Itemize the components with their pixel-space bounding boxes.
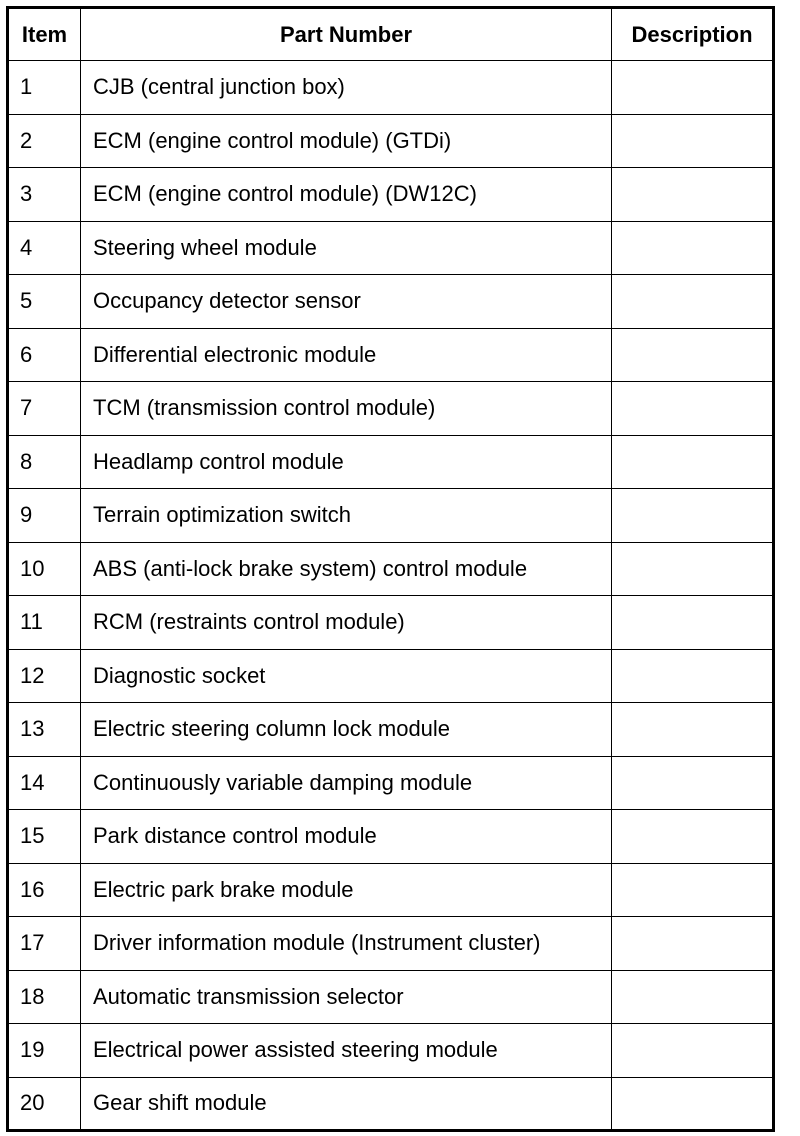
description-cell	[612, 114, 774, 168]
description-cell	[612, 756, 774, 810]
table-row	[8, 168, 774, 222]
table-row	[8, 1024, 774, 1078]
item-number-cell: 10	[8, 542, 81, 596]
part-number-cell: RCM (restraints control module)	[81, 596, 612, 650]
table-row	[8, 917, 774, 971]
item-number-cell: 13	[8, 703, 81, 757]
description-cell	[612, 596, 774, 650]
table-row	[8, 435, 774, 489]
table-row	[8, 1077, 774, 1131]
part-number-cell: ABS (anti-lock brake system) control module	[81, 542, 612, 596]
table-row	[8, 596, 774, 650]
parts-table	[6, 6, 775, 1132]
item-number-cell: 6	[8, 328, 81, 382]
table-row	[8, 489, 774, 543]
description-cell	[612, 328, 774, 382]
part-number-cell: Terrain optimization switch	[81, 489, 612, 543]
header-description: Description	[612, 8, 774, 61]
item-number-cell: 5	[8, 275, 81, 329]
header-item: Item	[8, 8, 81, 61]
description-cell	[612, 863, 774, 917]
header-row	[8, 8, 774, 61]
description-cell	[612, 275, 774, 329]
item-number-cell: 3	[8, 168, 81, 222]
part-number-cell: Electric steering column lock module	[81, 703, 612, 757]
part-number-cell: Headlamp control module	[81, 435, 612, 489]
part-number-cell: CJB (central junction box)	[81, 61, 612, 115]
description-cell	[612, 649, 774, 703]
table-row	[8, 61, 774, 115]
part-number-cell: Electrical power assisted steering module	[81, 1024, 612, 1078]
part-number-cell: Automatic transmission selector	[81, 970, 612, 1024]
part-number-cell: Park distance control module	[81, 810, 612, 864]
item-number-cell: 15	[8, 810, 81, 864]
table-row	[8, 863, 774, 917]
item-number-cell: 7	[8, 382, 81, 436]
item-number-cell: 17	[8, 917, 81, 971]
part-number-cell: Diagnostic socket	[81, 649, 612, 703]
table-row	[8, 649, 774, 703]
table-row	[8, 756, 774, 810]
item-number-cell: 19	[8, 1024, 81, 1078]
item-number-cell: 1	[8, 61, 81, 115]
item-number-cell: 2	[8, 114, 81, 168]
table-row	[8, 810, 774, 864]
part-number-cell: ECM (engine control module) (DW12C)	[81, 168, 612, 222]
description-cell	[612, 168, 774, 222]
part-number-cell: Electric park brake module	[81, 863, 612, 917]
part-number-cell: Steering wheel module	[81, 221, 612, 275]
item-number-cell: 18	[8, 970, 81, 1024]
part-number-cell: Differential electronic module	[81, 328, 612, 382]
description-cell	[612, 917, 774, 971]
description-cell	[612, 703, 774, 757]
description-cell	[612, 1077, 774, 1131]
part-number-cell: TCM (transmission control module)	[81, 382, 612, 436]
table-body	[8, 61, 774, 1131]
table-header	[8, 8, 774, 61]
part-number-cell: Driver information module (Instrument cluster)	[81, 917, 612, 971]
description-cell	[612, 489, 774, 543]
part-number-cell: Occupancy detector sensor	[81, 275, 612, 329]
description-cell	[612, 382, 774, 436]
part-number-cell: Continuously variable damping module	[81, 756, 612, 810]
item-number-cell: 4	[8, 221, 81, 275]
description-cell	[612, 435, 774, 489]
table-row	[8, 703, 774, 757]
description-cell	[612, 61, 774, 115]
table-row	[8, 542, 774, 596]
description-cell	[612, 970, 774, 1024]
table-row	[8, 275, 774, 329]
item-number-cell: 11	[8, 596, 81, 650]
item-number-cell: 16	[8, 863, 81, 917]
item-number-cell: 9	[8, 489, 81, 543]
item-number-cell: 8	[8, 435, 81, 489]
table-row	[8, 970, 774, 1024]
description-cell	[612, 542, 774, 596]
part-number-cell: Gear shift module	[81, 1077, 612, 1131]
item-number-cell: 14	[8, 756, 81, 810]
table-row	[8, 328, 774, 382]
table-row	[8, 382, 774, 436]
description-cell	[612, 1024, 774, 1078]
item-number-cell: 12	[8, 649, 81, 703]
table-row	[8, 114, 774, 168]
part-number-cell: ECM (engine control module) (GTDi)	[81, 114, 612, 168]
header-part-number: Part Number	[81, 8, 612, 61]
item-number-cell: 20	[8, 1077, 81, 1131]
table-row	[8, 221, 774, 275]
description-cell	[612, 221, 774, 275]
description-cell	[612, 810, 774, 864]
